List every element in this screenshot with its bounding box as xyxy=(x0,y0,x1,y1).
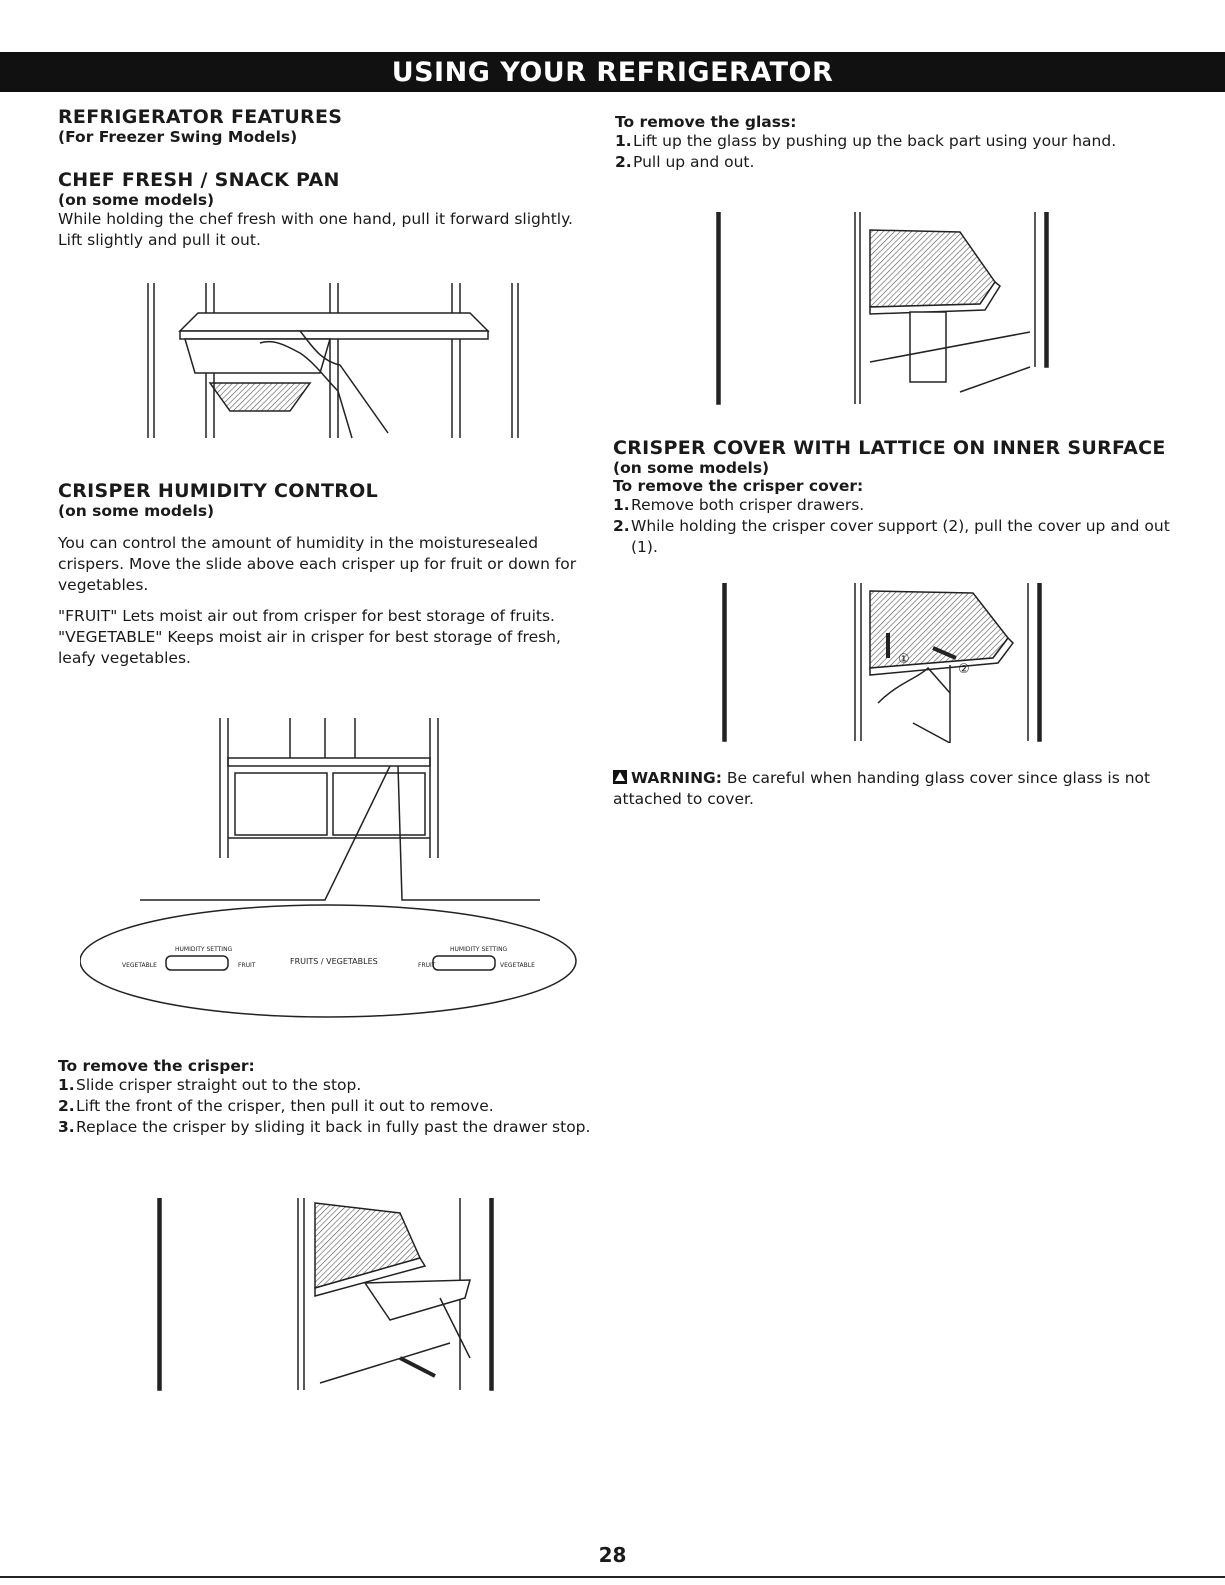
list-item: 1.Remove both crisper drawers. xyxy=(613,496,865,514)
remove-crisper-section xyxy=(58,1057,608,1138)
chef-fresh-text: While holding the chef fresh with one hand, pull it forward slightly. Lift slightly and pull it out. xyxy=(58,210,573,249)
remove-glass-steps xyxy=(615,131,1135,173)
list-item: 2.While holding the crisper cover support (2), pull the cover up and out (1). xyxy=(613,517,1170,556)
lattice-subtitle: (on some models) xyxy=(613,459,770,477)
humidity-title: CRISPER HUMIDITY CONTROL xyxy=(58,480,379,502)
list-item: 1.Lift up the glass by pushing up the back part using your hand. xyxy=(615,132,1117,150)
chef-fresh-title: CHEF FRESH / SNACK PAN xyxy=(58,169,340,191)
vegetable-text: "VEGETABLE" Keeps moist air in crisper for best storage of fresh, leafy vegetables. xyxy=(58,628,561,667)
remove-crisper-title: To remove the crisper: xyxy=(58,1057,255,1075)
warning-label: WARNING: xyxy=(631,769,722,787)
remove-cover-steps xyxy=(613,495,1183,558)
glass-removal-illustration xyxy=(710,212,1060,407)
list-item: 1.Slide crisper straight out to the stop. xyxy=(58,1076,362,1094)
page-number: 28 xyxy=(598,1543,627,1567)
humidity-text: You can control the amount of humidity in the moisturesealed crispers. Move the slide above each crisper up for fruit or down for vegetables. xyxy=(58,534,577,594)
lattice-section xyxy=(613,437,1183,558)
warning-text: Be careful when handing glass cover since glass is not attached to cover. xyxy=(613,769,1151,808)
humidity-setting-right-label: HUMIDITY SETTING xyxy=(450,946,508,953)
humidity-setting-left-label: HUMIDITY SETTING xyxy=(175,946,233,953)
remove-glass-title: To remove the glass: xyxy=(615,113,797,131)
list-item: 2.Pull up and out. xyxy=(615,153,755,171)
callout-2: ② xyxy=(958,662,970,677)
chef-fresh-subtitle: (on some models) xyxy=(58,191,215,209)
remove-crisper-steps xyxy=(58,1075,608,1138)
footer-rule xyxy=(0,1576,1225,1578)
lattice-title: CRISPER COVER WITH LATTICE ON INNER SURFACE xyxy=(613,437,1166,459)
features-subtitle: (For Freezer Swing Models) xyxy=(58,128,298,146)
fruit-text: "FRUIT" Lets moist air out from crisper for best storage of fruits. xyxy=(58,607,555,625)
crisper-removal-illustration xyxy=(150,1198,505,1393)
left-column xyxy=(58,106,608,251)
fruit-left-label: FRUIT xyxy=(238,962,256,969)
features-title: REFRIGERATOR FEATURES xyxy=(58,106,343,128)
warning-icon xyxy=(613,770,627,784)
warning-note xyxy=(613,768,1168,810)
right-column xyxy=(615,113,1175,173)
section-banner xyxy=(0,52,1225,92)
list-item: 3.Replace the crisper by sliding it back in fully past the drawer stop. xyxy=(58,1118,591,1136)
callout-1: ① xyxy=(898,652,910,667)
vegetable-right-label: VEGETABLE xyxy=(500,962,535,969)
humidity-control-illustration xyxy=(80,718,600,1023)
fruits-vegetables-label: FRUITS / VEGETABLES xyxy=(290,957,378,966)
chef-fresh-illustration xyxy=(140,283,530,441)
crisper-cover-illustration xyxy=(718,583,1058,743)
list-item: 2.Lift the front of the crisper, then pull it out to remove. xyxy=(58,1097,494,1115)
vegetable-left-label: VEGETABLE xyxy=(122,962,157,969)
fruit-right-label: FRUIT xyxy=(418,962,436,969)
humidity-section xyxy=(58,480,608,669)
humidity-subtitle: (on some models) xyxy=(58,502,215,520)
remove-cover-title: To remove the crisper cover: xyxy=(613,477,864,495)
banner-title: USING YOUR REFRIGERATOR xyxy=(391,56,834,88)
